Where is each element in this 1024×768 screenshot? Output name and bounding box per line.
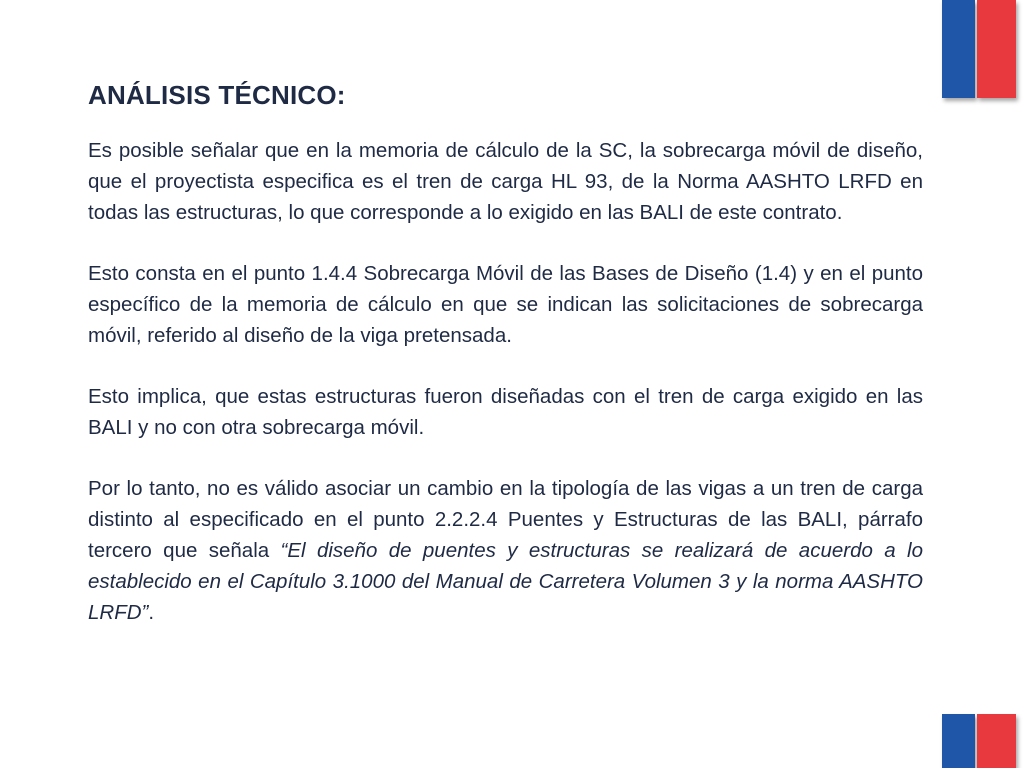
paragraph-4-lead: Por lo tanto, no es válido asociar un cambio en la tipología de las vigas a un tren de carga distinto al especificado en el punto 2.2.2.4 Puentes y Estructuras de las BALI, párrafo tercero que señala (88, 477, 923, 562)
slide-content (88, 80, 923, 658)
paragraph-4-quote: “El diseño de puentes y estructuras se realizará de acuerdo a lo establecido en el Capítulo 3.1000 del Manual de Carretera Volumen 3 y la norma AASHTO LRFD” (88, 539, 923, 624)
flag-blue-bar (942, 714, 975, 768)
paragraph-4 (88, 473, 923, 628)
flag-red-bar (977, 0, 1016, 98)
flag-decoration-top (942, 0, 1016, 98)
paragraph-3: Esto implica, que estas estructuras fueron diseñadas con el tren de carga exigido en las BALI y no con otra sobrecarga móvil. (88, 385, 923, 439)
paragraph-1: Es posible señalar que en la memoria de cálculo de la SC, la sobrecarga móvil de diseño, que el proyectista especifica es el tren de carga HL 93, de la Norma AASHTO LRFD en todas las estructuras, lo que corresponde a lo exigido en las BALI de este contrato. (88, 139, 923, 224)
paragraph-2: Esto consta en el punto 1.4.4 Sobrecarga Móvil de las Bases de Diseño (1.4) y en el punto específico de la memoria de cálculo en que se indican las solicitaciones de sobrecarga móvil, referido al diseño de la viga pretensada. (88, 262, 923, 347)
slide-title: ANÁLISIS TÉCNICO: (88, 80, 346, 110)
flag-decoration-bottom (942, 714, 1016, 768)
flag-blue-bar (942, 0, 975, 98)
paragraph-4-end: . (148, 601, 155, 624)
flag-red-bar (977, 714, 1016, 768)
